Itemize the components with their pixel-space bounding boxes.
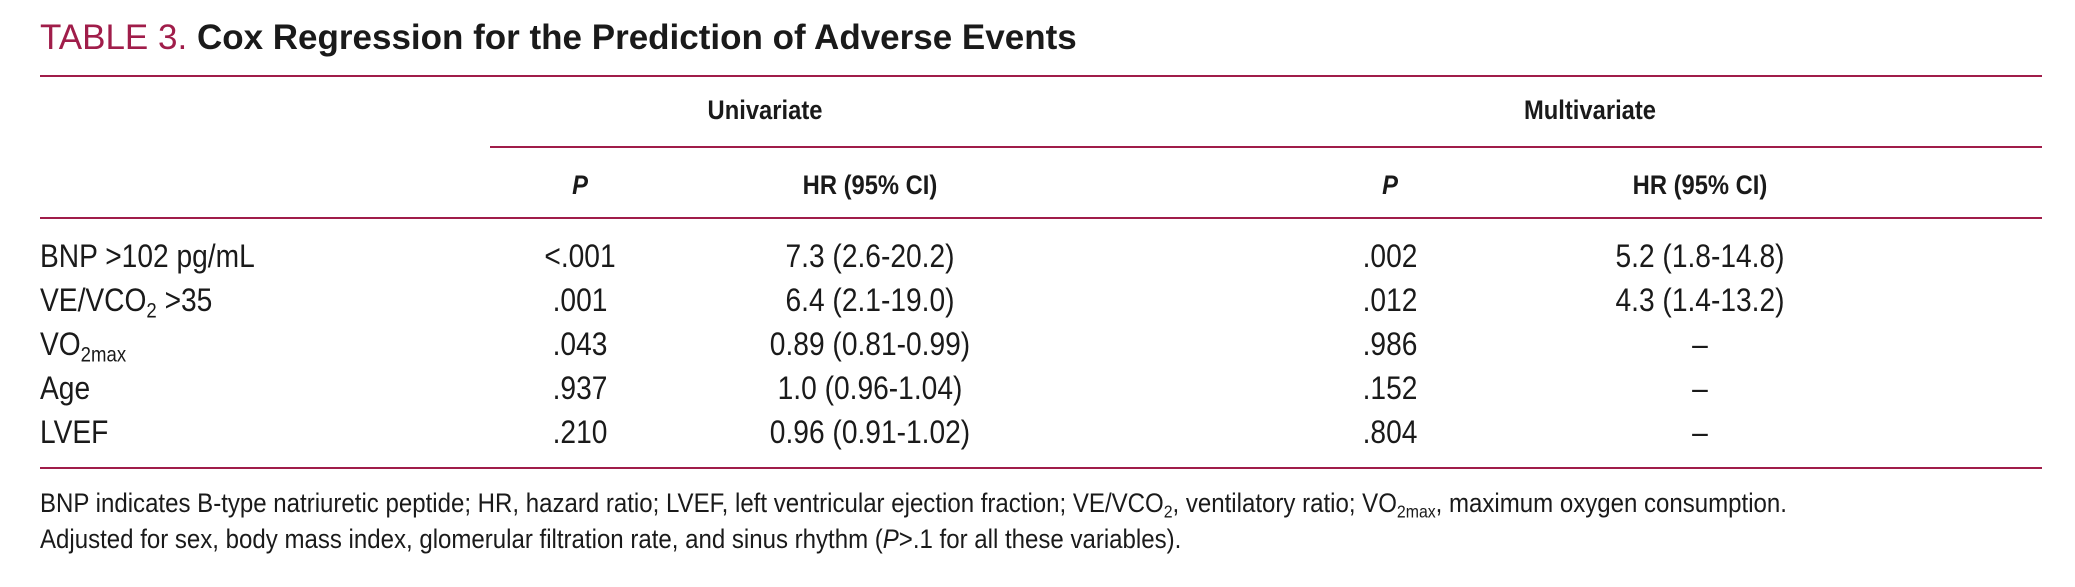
uni-p-cell: .001 [552,282,608,318]
bottom-rule [40,467,2042,469]
variable-cell: Age [40,370,91,406]
col-head-multi-hr: HR (95% CI) [1632,170,1768,200]
col-head-uni-hr: HR (95% CI) [802,170,938,200]
uni-p-cell: <.001 [544,238,616,274]
multi-hr-cell: – [1692,370,1708,406]
table-title [40,16,1077,60]
variable-cell: LVEF [40,414,109,450]
footnote-abbreviations: BNP indicates B-type natriuretic peptide; HR, hazard ratio; LVEF, left ventricular ejection fraction; $VE/VCO_2$, ventilatory ratio; $VO_{2max}$, maximum oxygen consumption. [40,488,1787,522]
uni-p-cell: .937 [552,370,608,406]
header-rule [40,217,2042,219]
multi-p-cell: .012 [1362,282,1418,318]
uni-p-cell: .043 [552,326,608,362]
multi-p-cell: .804 [1362,414,1418,450]
variable-cell: $VE/VCO_2 >35$ [40,282,213,323]
col-head-uni-p: P [572,170,588,200]
uni-hr-cell: 6.4 (2.1-19.0) [785,282,955,318]
group-head-multivariate: Multivariate [1523,95,1657,125]
multi-p-cell: .152 [1362,370,1418,406]
table-row [0,322,2075,366]
multi-hr-cell: – [1692,326,1708,362]
group-head-univariate: Univariate [707,95,823,125]
variable-cell: BNP >102 pg/mL [40,238,255,274]
group-rule [490,146,2042,148]
multi-hr-cell: – [1692,414,1708,450]
multi-hr-cell: 5.2 (1.8-14.8) [1615,238,1785,274]
uni-hr-cell: 0.89 (0.81-0.99) [769,326,971,362]
variable-cell: $VO_{2max}$ [40,326,127,367]
col-head-multi-p: P [1382,170,1398,200]
multi-p-cell: .986 [1362,326,1418,362]
multi-hr-cell: 4.3 (1.4-13.2) [1615,282,1785,318]
multi-p-cell: .002 [1362,238,1418,274]
footnote-adjustment: Adjusted for sex, body mass index, glomerular filtration rate, and sinus rhythm (P>.1 for all these variables). [40,524,1182,554]
table-row [0,234,2075,278]
table-row [0,278,2075,322]
uni-hr-cell: 7.3 (2.6-20.2) [785,238,955,274]
uni-p-cell: .210 [552,414,608,450]
uni-hr-cell: 0.96 (0.91-1.02) [769,414,971,450]
table-caption: Cox Regression for the Prediction of Adverse Events [196,18,1077,57]
table-row [0,366,2075,410]
top-rule [40,75,2042,77]
uni-hr-cell: 1.0 (0.96-1.04) [777,370,963,406]
table-row [0,410,2075,454]
table-number: TABLE 3. [40,18,188,57]
